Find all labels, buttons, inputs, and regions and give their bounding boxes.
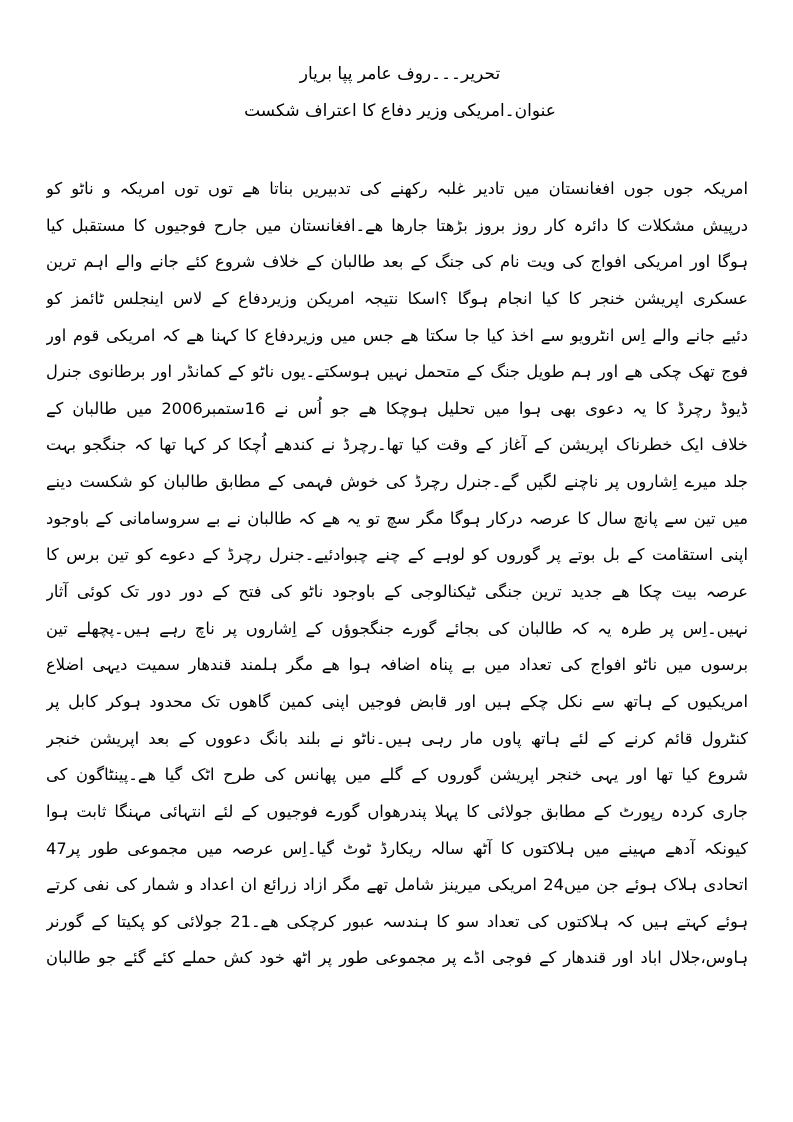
body-line: ڈیوڈ رچرڈ کا یہ دعوی بھی ہوا میں تحلیل ہوچکا ھے جو اُس نے 16ستمبر2006 میں طالبان کے [46, 398, 748, 418]
body-line: نہیں۔اِس پر طرہ یہ کہ طالبان کی بجائے گورے جنگجوؤں کے اِشاروں پر ناچ رہے ہیں۔پچھلے تین [46, 618, 748, 638]
body-line: کنٹرول قائم کرنے کے لئے ہاتھ پاوں مار رہی ہیں۔ناٹو نے بلند بانگ دعووں کے بعد اپریشن خنجر [46, 728, 748, 748]
body-line: ہاوس،جلال اباد اور قندھار کے فوجی اڈے پر مجموعی طور پر اٹھ خود کش حملے کئے گئے جو طالبان [46, 948, 748, 968]
body-line: امریکہ جوں جوں افغانستان میں تادیر غلبہ رکھنے کی تدبیریں بناتا ھے توں توں امریکہ و ناٹو کو [46, 179, 748, 198]
body-line: امریکیوں کے ہاتھ سے نکل چکے ہیں اور قابض فوجیں اپنی کمین گاھوں تک محدود ہوکر کابل پر [46, 691, 748, 711]
body-line: جلد میرے اِشاروں پر ناچنے لگیں گے۔جنرل رچرڈ کی خوش فہمی کے مطابق طالبان کو شکست دینے [46, 472, 748, 492]
article-title: عنوان۔امریکی وزیر دفاع کا اعتراف شکست [244, 101, 556, 121]
body-line: ہوگا اور امریکی افواج کی ویت نام کی جنگ کے بعد طالبان کے خلاف شروع کئے جانے والے اہم ترین [46, 252, 748, 272]
body-line: جاری کردہ رپورٹ کے مطابق جولائی کا پہلا پندرھواں گورے فوجیوں کے لئے انتہائی مہنگا ثابت ہوا [46, 801, 748, 821]
body-line: اتحادی ہلاک ہوئے جن میں24 امریکی میرینز شامل تھے مگر ازاد زرائع ان اعداد و شمار کی نفی کرتے [46, 875, 748, 895]
article-body [46, 171, 748, 977]
body-line: شروع کیا تھا اور یہی خنجر اپریشن گوروں کے گلے میں پھانس کی طرح اٹک گیا ھے۔پینٹاگون کی [46, 765, 748, 785]
body-line: کیونکہ آدھے مہینے میں ہلاکتوں کا آٹھ سالہ ریکارڈ ٹوٹ گیا۔اِس عرصہ میں مجموعی طور پر47 [46, 838, 748, 858]
body-line: درپیش مشکلات کا دائرہ کار روز بروز بڑھتا جارھا ھے۔افغانستان میں جارح فوجیوں کا مستقبل کیا [46, 215, 748, 235]
body-line: برسوں میں ناٹو افواج کی تعداد میں بے پناہ اضافہ ہوا ھے مگر ہلمند قندھار سمیت دیہی اضلاع [46, 655, 748, 675]
body-line: اپنی استقامت کے بل بوتے پر گوروں کو لوہے کے چنے چبوادئیے۔جنرل رچرڈ کے دعوے کو تین برس کا [46, 545, 748, 565]
body-line: عرصہ بیت چکا ھے جدید ترین جنگی ٹیکنالوجی کے باوجود ناٹو کی فتح کے دور دور تک کوئی آثار [46, 582, 748, 602]
body-line: ہوئے کہتے ہیں کہ ہلاکتوں کی تعداد سو کا ہندسہ عبور کرچکی ھے۔21 جولائی کو پکیتا کے گورنر [46, 911, 748, 931]
body-line: دئیے جانے والے اِس انٹرویو سے اخذ کیا جا سکتا ھے جس میں وزیردفاع کا کہنا ھے کہ امریکی قوم اور [46, 325, 748, 345]
body-line: فوج تھک چکی ھے اور ہم طویل جنگ کے متحمل نہیں ہوسکتے۔یوں ناٹو کے کمانڈر اور برطانوی جنرل [46, 362, 748, 382]
body-line: خلاف ایک خطرناک اپریشن کے آغاز کے وقت کیا تھا۔رچرڈ نے کندھے اُچکا کر کہا تھا کہ جنگجو بہت [46, 435, 748, 455]
body-line: میں تین سے پانچ سال کا عرصہ درکار ہوگا مگر سچ تو یہ ھے کہ طالبان نے بے سروسامانی کے باوجود [46, 508, 748, 528]
author-byline: تحریر۔۔۔روف عامر پپا بریار [299, 64, 501, 84]
body-line: عسکری اپریشن خنجر کا کیا انجام ہوگا ؟اسکا نتیجہ امریکن وزیردفاع کے لاس اینجلس ٹائمز کو [46, 288, 748, 308]
